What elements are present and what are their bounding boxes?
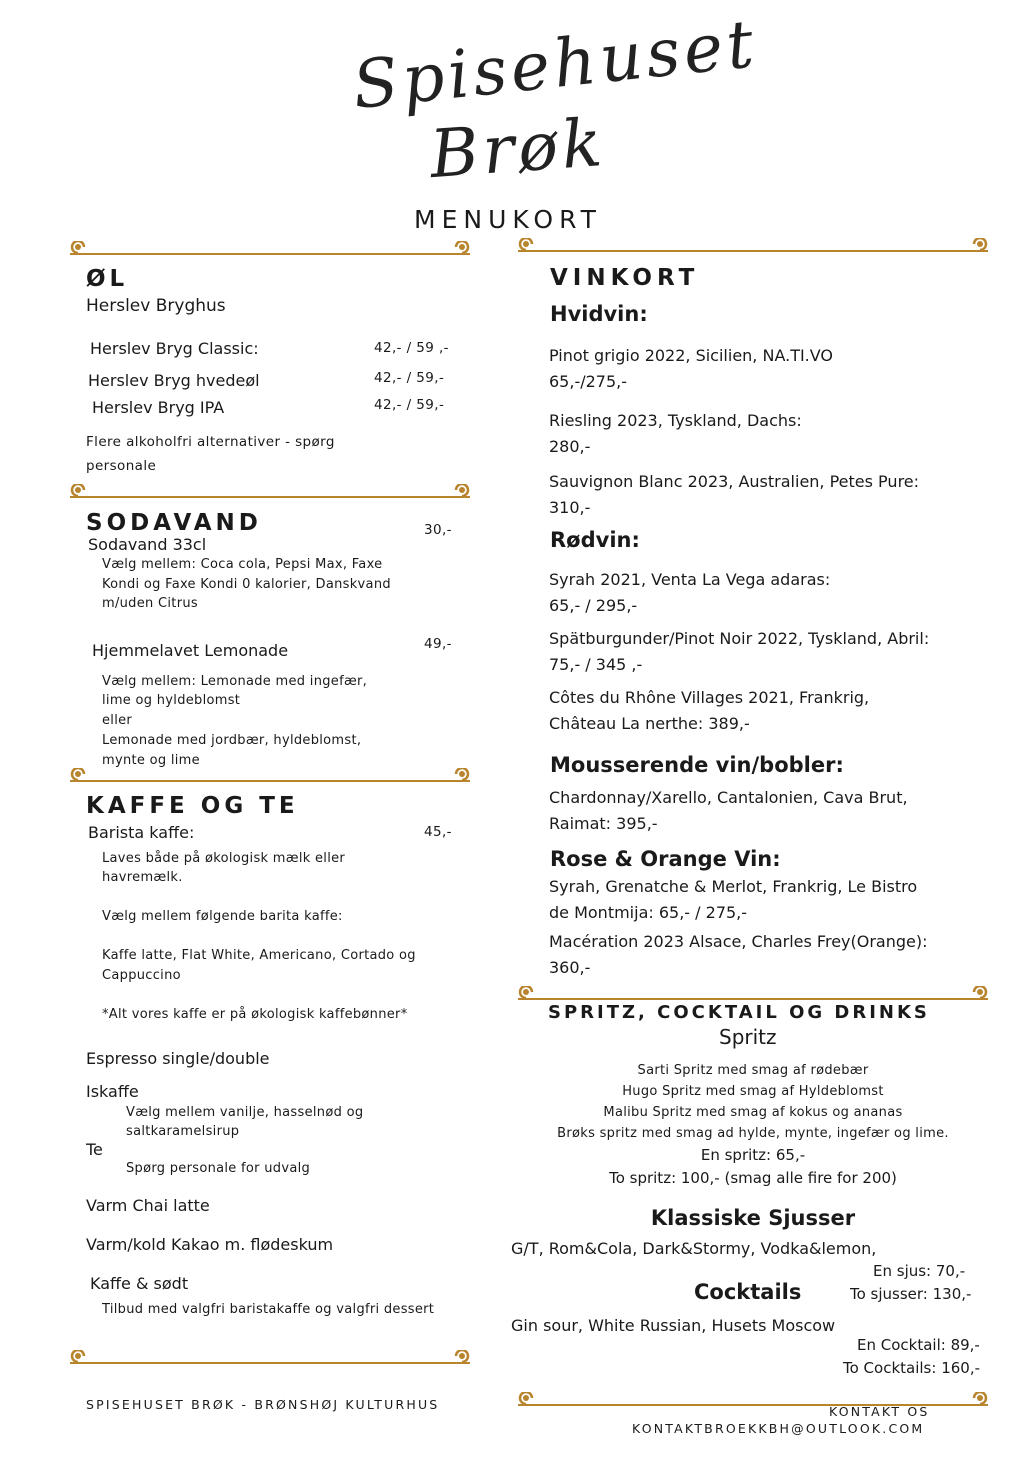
logo-line1: Spisehuset (349, 4, 761, 125)
beer-item-name: Herslev Bryg hvedeøl (88, 371, 260, 390)
wine-item: Syrah 2021, Venta La Vega adaras: (549, 570, 831, 589)
beer-item-price: 42,- / 59,- (374, 397, 445, 413)
cocktail-items: Gin sour, White Russian, Husets Moscow (511, 1316, 836, 1335)
wine-item-price: Raimat: 395,- (549, 814, 658, 833)
wine-item: Sauvignon Blanc 2023, Australien, Petes Pure: (549, 472, 920, 491)
logo-line2: Brøk (427, 103, 609, 194)
white-wine-title: Hvidvin: (550, 302, 648, 326)
wine-item-price: 65,- / 295,- (549, 596, 638, 615)
sjus-items: G/T, Rom&Cola, Dark&Stormy, Vodka&lemon, (511, 1239, 877, 1258)
soda-desc: m/uden Citrus (102, 596, 198, 611)
coffee-desc: Laves både på økologisk mælk eller (102, 851, 346, 866)
sjus-price: To sjusser: 130,- (850, 1285, 972, 1303)
soda-subtitle: Sodavand 33cl (88, 535, 207, 554)
divider-ornament (70, 496, 470, 498)
lemonade-desc: eller (102, 713, 133, 728)
cocktail-price: En Cocktail: 89,- (857, 1336, 980, 1354)
wine-item: Chardonnay/Xarello, Cantalonien, Cava Brut, (549, 788, 908, 807)
spritz-item: Malibu Spritz med smag af kokus og ananas (603, 1105, 903, 1120)
lemonade-desc: Lemonade med jordbær, hyldeblomst, (102, 733, 362, 748)
drinks-title: SPRITZ, COCKTAIL OG DRINKS (548, 1002, 930, 1023)
wine-item: Spätburgunder/Pinot Noir 2022, Tyskland, Abril: (549, 629, 930, 648)
cocoa-item: Varm/kold Kakao m. flødeskum (86, 1235, 334, 1254)
wine-item-price: 310,- (549, 498, 591, 517)
lemonade-desc: lime og hyldeblomst (102, 693, 241, 708)
wine-item-price: Château La nerthe: 389,- (549, 714, 750, 733)
wine-title: VINKORT (550, 265, 700, 291)
iced-coffee-item: Iskaffe (86, 1082, 139, 1101)
beer-item-price: 42,- / 59 ,- (374, 340, 449, 356)
spritz-price: To spritz: 100,- (smag alle fire for 200) (609, 1169, 897, 1187)
wine-item-price: 280,- (549, 437, 591, 456)
iced-coffee-desc: Vælg mellem vanilje, hasselnød og (126, 1105, 364, 1120)
rose-title: Rose & Orange Vin: (550, 847, 781, 871)
contact-email[interactable]: KONTAKTBROEKKBH@OUTLOOK.COM (632, 1421, 925, 1436)
wine-item-price: 360,- (549, 958, 591, 977)
coffee-title: KAFFE OG TE (86, 793, 299, 819)
divider-ornament (70, 780, 470, 782)
wine-item: Macération 2023 Alsace, Charles Frey(Orange): (549, 932, 928, 951)
spritz-item: Hugo Spritz med smag af Hyldeblomst (622, 1084, 884, 1099)
wine-item: Syrah, Grenatche & Merlot, Frankrig, Le Bistro (549, 877, 918, 896)
soda-price: 30,- (424, 522, 452, 538)
tea-desc: Spørg personale for udvalg (126, 1161, 311, 1176)
sjus-price: En sjus: 70,- (873, 1262, 966, 1280)
cocktail-price: To Cocktails: 160,- (843, 1359, 980, 1377)
beer-note: Flere alkoholfri alternativer - spørg (86, 434, 335, 450)
soda-desc: Kondi og Faxe Kondi 0 kalorier, Danskvand (102, 577, 391, 592)
soda-title: SODAVAND (86, 510, 262, 536)
lemonade-name: Hjemmelavet Lemonade (92, 641, 289, 660)
soda-desc: Vælg mellem: Coca cola, Pepsi Max, Faxe (102, 557, 383, 572)
coffee-desc: Cappuccino (102, 968, 181, 983)
red-wine-title: Rødvin: (550, 528, 640, 552)
cocktail-title: Cocktails (694, 1280, 802, 1304)
beer-note: personale (86, 458, 157, 474)
lemonade-price: 49,- (424, 636, 452, 652)
barista-label: Barista kaffe: (88, 823, 195, 842)
coffee-desc: Kaffe latte, Flat White, Americano, Cortado og (102, 948, 416, 963)
spritz-item: Sarti Spritz med smag af rødebær (637, 1063, 869, 1078)
coffee-desc: havremælk. (102, 870, 183, 885)
beer-item-name: Herslev Bryg IPA (92, 398, 225, 417)
coffee-sweet-desc: Tilbud med valgfri baristakaffe og valgfri dessert (102, 1302, 435, 1317)
coffee-desc: *Alt vores kaffe er på økologisk kaffebønner* (102, 1007, 408, 1022)
wine-item-price: 65,-/275,- (549, 372, 628, 391)
spritz-item: Brøks spritz med smag ad hylde, mynte, ingefær og lime. (557, 1126, 949, 1141)
tea-item: Te (86, 1140, 103, 1159)
beer-item-price: 42,- / 59,- (374, 370, 445, 386)
divider-ornament (518, 250, 988, 252)
divider-ornament (70, 253, 470, 255)
spritz-price: En spritz: 65,- (700, 1146, 806, 1164)
wine-item: Côtes du Rhône Villages 2021, Frankrig, (549, 688, 870, 707)
page-subtitle: MENUKORT (414, 205, 602, 234)
sparkling-title: Mousserende vin/bobler: (550, 753, 844, 777)
spritz-title: Spritz (719, 1025, 777, 1049)
footer-address: SPISEHUSET BRØK - BRØNSHØJ KULTURHUS (86, 1397, 440, 1412)
divider-ornament (518, 998, 988, 1000)
wine-item: Pinot grigio 2022, Sicilien, NA.TI.VO (549, 346, 834, 365)
coffee-desc: Vælg mellem følgende barita kaffe: (102, 909, 343, 924)
wine-item: Riesling 2023, Tyskland, Dachs: (549, 411, 802, 430)
iced-coffee-desc: saltkaramelsirup (126, 1124, 240, 1139)
beer-item-name: Herslev Bryg Classic: (90, 339, 259, 358)
lemonade-desc: Vælg mellem: Lemonade med ingefær, (102, 674, 368, 689)
contact-label: KONTAKT OS (829, 1404, 930, 1419)
divider-ornament (70, 1362, 470, 1364)
espresso-item: Espresso single/double (86, 1049, 270, 1068)
lemonade-desc: mynte og lime (102, 753, 200, 768)
barista-price: 45,- (424, 824, 452, 840)
brewery-name: Herslev Bryghus (86, 296, 226, 316)
wine-item-price: de Montmija: 65,- / 275,- (549, 903, 748, 922)
wine-item-price: 75,- / 345 ,- (549, 655, 643, 674)
chai-item: Varm Chai latte (86, 1196, 210, 1215)
beer-title: ØL (86, 266, 129, 292)
coffee-sweet-item: Kaffe & sødt (90, 1274, 189, 1293)
sjus-title: Klassiske Sjusser (650, 1206, 856, 1230)
